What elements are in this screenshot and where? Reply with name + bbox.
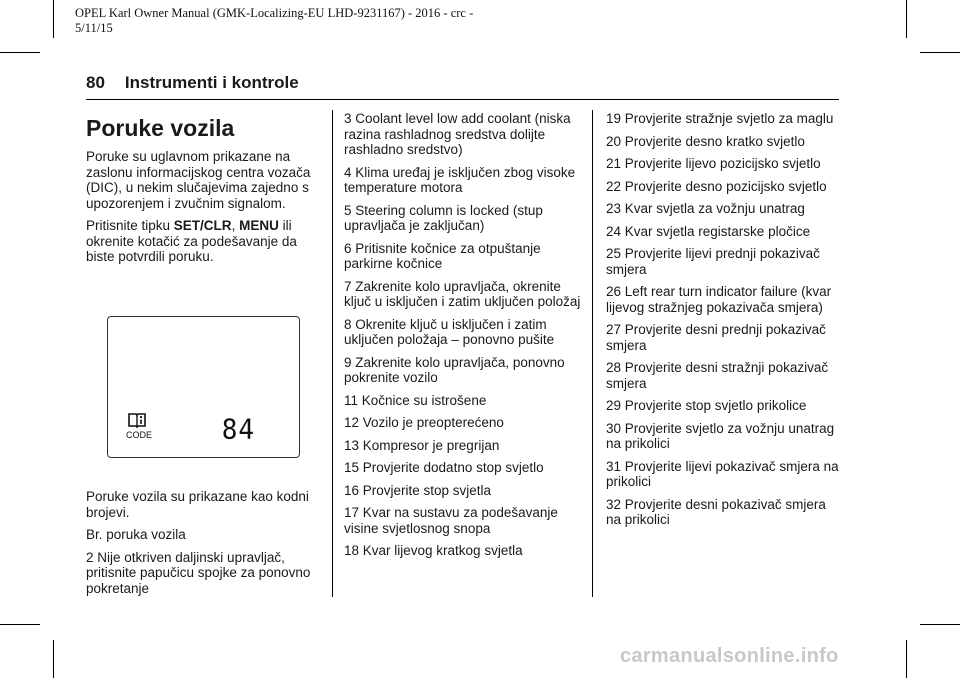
column-1-lower <box>86 489 314 603</box>
message-item: 30 Provjerite svjetlo za vožnju unatrag na prikolici <box>606 420 835 451</box>
page-heading <box>86 73 299 93</box>
column-divider <box>332 110 333 597</box>
crop-mark <box>0 52 40 53</box>
crop-mark <box>906 0 907 38</box>
header-rule <box>86 99 839 100</box>
message-item: 12 Vozilo je preopterećeno <box>344 415 504 430</box>
section-title: Instrumenti i kontrole <box>124 73 299 92</box>
instruction-text: Pritisnite tipku <box>86 218 174 233</box>
instruction-paragraph <box>86 218 314 265</box>
message-item: 7 Zakrenite kolo upravljača, okrenite ključ u isključen i zatim uključen položaj <box>344 278 581 309</box>
message-item: 21 Provjerite lijevo pozicijsko svjetlo <box>606 156 821 171</box>
message-item: 15 Provjerite dodatno stop svjetlo <box>344 460 544 475</box>
message-item: 31 Provjerite lijevi pokazivač smjera na prikolici <box>606 458 839 489</box>
message-list-heading: Br. poruka vozila <box>86 527 186 542</box>
message-item: 5 Steering column is locked (stup upravljača je zaključan) <box>344 202 543 233</box>
instruction-separator: , <box>231 218 240 233</box>
message-code-number: 84 <box>221 414 255 446</box>
code-indicator <box>126 412 153 440</box>
message-item: 28 Provjerite desni stražnji pokazivač smjera <box>606 360 829 391</box>
code-label: CODE <box>126 430 153 440</box>
message-item: 2 Nije otkriven daljinski upravljač, pritisnite papučicu spojke za ponovno pokretanje <box>86 549 311 596</box>
message-item: 13 Kompresor je pregrijan <box>344 437 500 453</box>
instruction-text-end: ili okrenite kotačić za podešavanje da biste potvrdili poruku. <box>86 218 297 264</box>
column-2 <box>344 111 584 566</box>
document-header-line2: 5/11/15 <box>75 21 113 35</box>
message-item: 17 Kvar na sustavu za podešavanje visine svjetlosnog snopa <box>344 505 558 536</box>
message-item: 24 Kvar svjetla registarske pločice <box>606 223 811 239</box>
message-item: 22 Provjerite desno pozicijsko svjetlo <box>606 178 827 194</box>
crop-mark <box>920 624 960 625</box>
crop-mark <box>0 624 40 625</box>
message-item: 16 Provjerite stop svjetla <box>344 482 492 498</box>
message-item: 26 Left rear turn indicator failure (kvar lijevog stražnjeg pokazivača smjera) <box>606 284 832 315</box>
column-1 <box>86 110 314 272</box>
menu-label: MENU <box>239 218 279 233</box>
message-item: 9 Zakrenite kolo upravljača, ponovno pokrenite vozilo <box>344 354 565 385</box>
set-clr-label: SET/CLR <box>173 218 232 233</box>
message-item: 29 Provjerite stop svjetlo prikolice <box>606 398 807 413</box>
message-item: 25 Provjerite lijevi prednji pokazivač smjera <box>606 246 820 277</box>
intro-paragraph: Poruke su uglavnom prikazane na zaslonu informacijskog centra vozača (DIC), u nekim slučajevima zajedno s upozorenjem i zvučnim signalom. <box>86 149 311 211</box>
crop-mark <box>920 52 960 53</box>
message-item: 19 Provjerite stražnje svjetlo za maglu <box>606 111 834 126</box>
page-number: 80 <box>86 73 105 92</box>
message-item: 11 Kočnice su istrošene <box>344 392 487 408</box>
column-3 <box>606 111 842 535</box>
crop-mark <box>53 640 54 678</box>
message-item: 23 Kvar svjetla za vožnju unatrag <box>606 201 805 216</box>
message-item: 3 Coolant level low add coolant (niska razina rashladnog sredstva dolijte rashladno sredstvo) <box>344 111 571 157</box>
message-item: 6 Pritisnite kočnice za otpuštanje parkirne kočnice <box>344 240 541 271</box>
page-title: Poruke vozila <box>86 115 235 141</box>
message-item: 32 Provjerite desni pokazivač smjera na prikolici <box>606 496 826 527</box>
watermark: carmanualsonline.info <box>620 645 839 667</box>
column-divider <box>592 110 593 597</box>
crop-mark <box>53 0 54 38</box>
document-header-line1: OPEL Karl Owner Manual (GMK-Localizing-EU LHD-9231167) - 2016 - crc - <box>75 6 474 20</box>
message-item: 8 Okrenite ključ u isključen i zatim uključen položaja – ponovno pušite <box>344 316 555 347</box>
codes-paragraph: Poruke vozila su prikazane kao kodni brojevi. <box>86 489 309 520</box>
message-item: 20 Provjerite desno kratko svjetlo <box>606 133 805 149</box>
document-header <box>75 6 473 36</box>
message-item: 27 Provjerite desni prednji pokazivač smjera <box>606 322 826 353</box>
dic-display-illustration <box>107 316 300 458</box>
manual-book-icon <box>127 412 147 428</box>
message-item: 18 Kvar lijevog kratkog svjetla <box>344 543 523 558</box>
message-item: 4 Klima uređaj je isključen zbog visoke temperature motora <box>344 164 576 195</box>
crop-mark <box>906 640 907 678</box>
